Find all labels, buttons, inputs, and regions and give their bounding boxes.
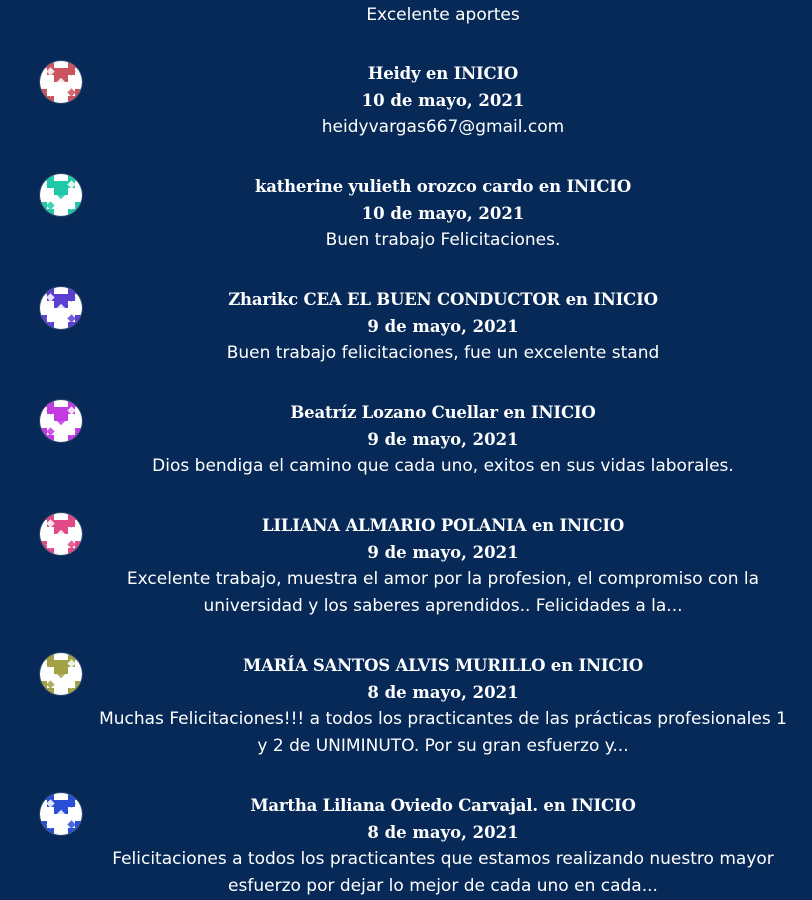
comment-body bbox=[96, 652, 790, 760]
avatar bbox=[40, 174, 82, 216]
comment-meta bbox=[96, 792, 790, 819]
comment-date: 9 de mayo, 2021 bbox=[367, 430, 519, 449]
comment-excerpt: heidyvargas667@gmail.com bbox=[321, 117, 565, 137]
comment-author-link[interactable]: Beatríz Lozano Cuellar bbox=[290, 403, 498, 422]
comment-body bbox=[96, 286, 790, 367]
comment-post-link[interactable]: INICIO bbox=[566, 177, 631, 196]
comment-meta bbox=[96, 512, 790, 539]
comment-separator: en bbox=[543, 796, 566, 815]
comment-date: 9 de mayo, 2021 bbox=[367, 543, 519, 562]
comment-excerpt: Muchas Felicitaciones!!! a todos los practicantes de las prácticas profesionales 1 y 2 de UNIMINUTO. Por su gran esfuerzo y... bbox=[99, 709, 787, 756]
avatar bbox=[40, 400, 82, 442]
comment-post-link[interactable]: INICIO bbox=[559, 516, 625, 535]
avatar bbox=[40, 793, 82, 835]
avatar bbox=[40, 287, 82, 329]
avatar bbox=[40, 61, 82, 103]
comment-meta bbox=[96, 652, 790, 679]
comment-excerpt: Dios bendiga el camino que cada uno, exitos en sus vidas laborales. bbox=[152, 456, 734, 476]
comment-excerpt: Excelente aportes bbox=[366, 5, 520, 25]
comment-meta bbox=[96, 399, 790, 426]
avatar bbox=[40, 653, 82, 695]
comment-meta bbox=[96, 60, 790, 87]
comment-excerpt: Buen trabajo Felicitaciones. bbox=[325, 230, 561, 250]
comment-date: 8 de mayo, 2021 bbox=[367, 823, 519, 842]
comment-post-link[interactable]: INICIO bbox=[578, 656, 643, 675]
comment-date: 10 de mayo, 2021 bbox=[361, 91, 525, 110]
comment-date: 9 de mayo, 2021 bbox=[367, 317, 519, 336]
comment-date: 10 de mayo, 2021 bbox=[361, 204, 525, 223]
comment-author-link[interactable]: Heidy bbox=[367, 64, 421, 83]
comment-separator: en bbox=[503, 403, 526, 422]
comment-body bbox=[96, 60, 790, 141]
comment-excerpt: Excelente trabajo, muestra el amor por la profesion, el compromiso con la universidad y los saberes aprendidos.. Felicidades a la... bbox=[126, 569, 760, 616]
comment-separator: en bbox=[565, 290, 588, 309]
comment-separator: en bbox=[531, 516, 554, 535]
comment-body bbox=[96, 512, 790, 620]
comment-author-link[interactable]: Zharikc CEA EL BUEN CONDUCTOR bbox=[228, 290, 561, 309]
avatar bbox=[40, 513, 82, 555]
comment-meta bbox=[96, 286, 790, 313]
comment-author-link[interactable]: LILIANA ALMARIO POLANIA bbox=[261, 516, 527, 535]
comment-meta bbox=[96, 173, 790, 200]
comment-author-link[interactable]: MARÍA SANTOS ALVIS MURILLO bbox=[243, 656, 546, 675]
comment-body bbox=[96, 173, 790, 254]
comment-separator: en bbox=[550, 656, 573, 675]
comment-post-link[interactable]: INICIO bbox=[593, 290, 658, 309]
comment-body bbox=[96, 792, 790, 900]
comment-separator: en bbox=[538, 177, 561, 196]
comment-excerpt: Buen trabajo felicitaciones, fue un excelente stand bbox=[226, 343, 660, 363]
comment-excerpt: Felicitaciones a todos los practicantes que estamos realizando nuestro mayor esfuerzo por dejar lo mejor de cada uno en cada... bbox=[112, 849, 774, 896]
comment-author-link[interactable]: katherine yulieth orozco cardo bbox=[254, 177, 534, 196]
comment-post-link[interactable]: INICIO bbox=[571, 796, 636, 815]
comment-author-link[interactable]: Martha Liliana Oviedo Carvajal. bbox=[250, 796, 538, 815]
comment-separator: en bbox=[425, 64, 449, 83]
comment-post-link[interactable]: INICIO bbox=[453, 64, 519, 83]
comment-date: 8 de mayo, 2021 bbox=[367, 683, 519, 702]
comment-body bbox=[96, 399, 790, 480]
comment-post-link[interactable]: INICIO bbox=[531, 403, 596, 422]
